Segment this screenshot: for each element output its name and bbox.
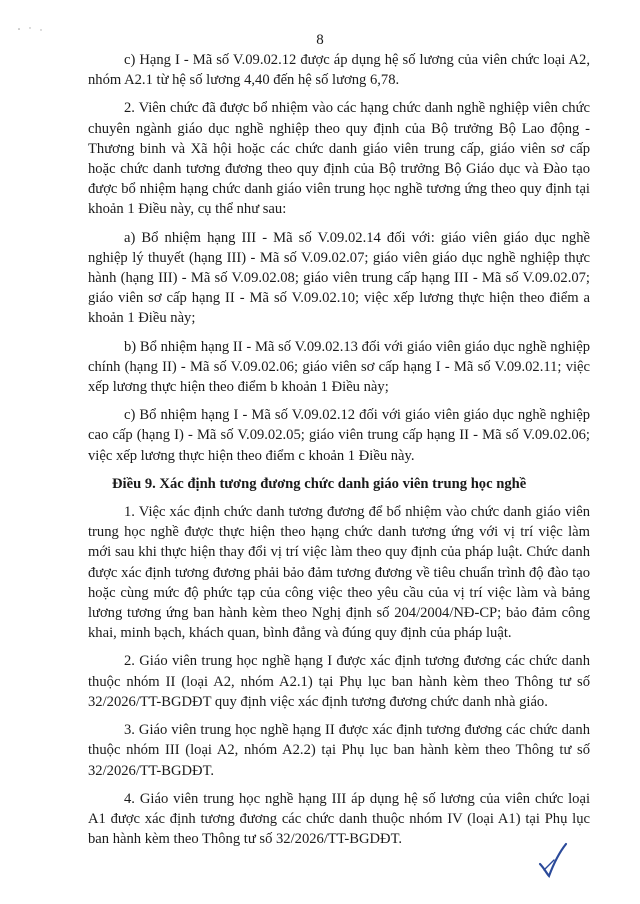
article-9-clause-1: 1. Việc xác định chức danh tương đương để bổ nhiệm vào chức danh giáo viên trung học nghề được thực hiện theo hạng chức danh tương ứng với vị trí việc làm mới sau khi thực hiện thay đổi vị trí việc làm theo quy định của pháp luật. Chức danh được xác định tương đương phải bảo đảm tương đương về tiêu chuẩn trình độ đào tạo hoặc cùng mức độ phức tạp của công việc theo yêu cầu của vị trí việc làm và bảng lương tương ứng ban hành kèm theo Nghị định số 204/2004/NĐ-CP; bảo đảm công khai, minh bạch, khách quan, bình đẳng và đúng quy định của pháp luật. <box>88 504 590 642</box>
paragraph-clause-2b: b) Bổ nhiệm hạng II - Mã số V.09.02.13 đối với giáo viên giáo dục nghề nghiệp chính (hạng II) - Mã số V.09.02.06; giáo viên sơ cấp hạng I - Mã số V.09.02.11; việc xếp lương thực hiện theo điểm b khoản 1 Điều này; <box>88 338 590 396</box>
scan-speck-marks <box>16 24 46 32</box>
article-9-clause-2: 2. Giáo viên trung học nghề hạng I được xác định tương đương các chức danh thuộc nhóm II (loại A2, nhóm A2.1) tại Phụ lục ban hành kèm theo Thông tư số 32/2026/TT-BGDĐT quy định việc xác định tương đương chức danh nhà giáo. <box>88 653 590 710</box>
article-9-clause-3: 3. Giáo viên trung học nghề hạng II được xác định tương đương các chức danh thuộc nhóm III (loại A2, nhóm A2.2) tại Phụ lục ban hành kèm theo Thông tư số 32/2026/TT-BGDĐT. <box>88 722 590 779</box>
paragraph-clause-2c: c) Bổ nhiệm hạng I - Mã số V.09.02.12 đối với giáo viên giáo dục nghề nghiệp cao cấp (hạng I) - Mã số V.09.02.05; giáo viên trung cấp hạng II - Mã số V.09.02.06; việc xếp lương thực hiện theo điểm c khoản 1 Điều này. <box>88 407 590 464</box>
paragraph-clause-1c: c) Hạng I - Mã số V.09.02.12 được áp dụng hệ số lương của viên chức loại A2, nhóm A2.1 từ hệ số lương 4,40 đến hệ số lương 6,78. <box>88 52 590 89</box>
document-body <box>88 50 590 857</box>
article-9-clause-4: 4. Giáo viên trung học nghề hạng III áp dụng hệ số lương của viên chức loại A1 được xác định tương đương các chức danh thuộc nhóm IV (loại A1) tại Phụ lục ban hành kèm theo Thông tư số 32/2026/TT-BGDĐT. <box>88 790 590 848</box>
initial-signature-mark <box>538 840 568 880</box>
paragraph-clause-2: 2. Viên chức đã được bổ nhiệm vào các hạng chức danh nghề nghiệp viên chức chuyên ngành giáo dục nghề nghiệp theo quy định của Bộ trưởng Bộ Lao động - Thương binh và Xã hội hoặc các chức danh giáo viên trung cấp, giáo viên sơ cấp hoặc chức danh tương đương theo quy định của Bộ trưởng Bộ Giáo dục và Đào tạo được bổ nhiệm hạng chức danh giáo viên trung học nghề tương ứng theo quy định tại khoản 1 Điều này, cụ thể như sau: <box>88 100 590 218</box>
page-number: 8 <box>316 32 324 48</box>
article-9-heading: Điều 9. Xác định tương đương chức danh giáo viên trung học nghề <box>112 475 527 492</box>
paragraph-clause-2a: a) Bổ nhiệm hạng III - Mã số V.09.02.14 đối với: giáo viên giáo dục nghề nghiệp lý thuyết (hạng III) - Mã số V.09.02.07; giáo viên giáo dục nghề nghiệp thực hành (hạng III) - Mã số V.09.02.08; giáo viên trung cấp hạng III - Mã số V.09.02.07; giáo viên sơ cấp hạng II - Mã số V.09.02.10; việc xếp lương thực hiện theo điểm a khoản 1 Điều này; <box>88 229 590 327</box>
